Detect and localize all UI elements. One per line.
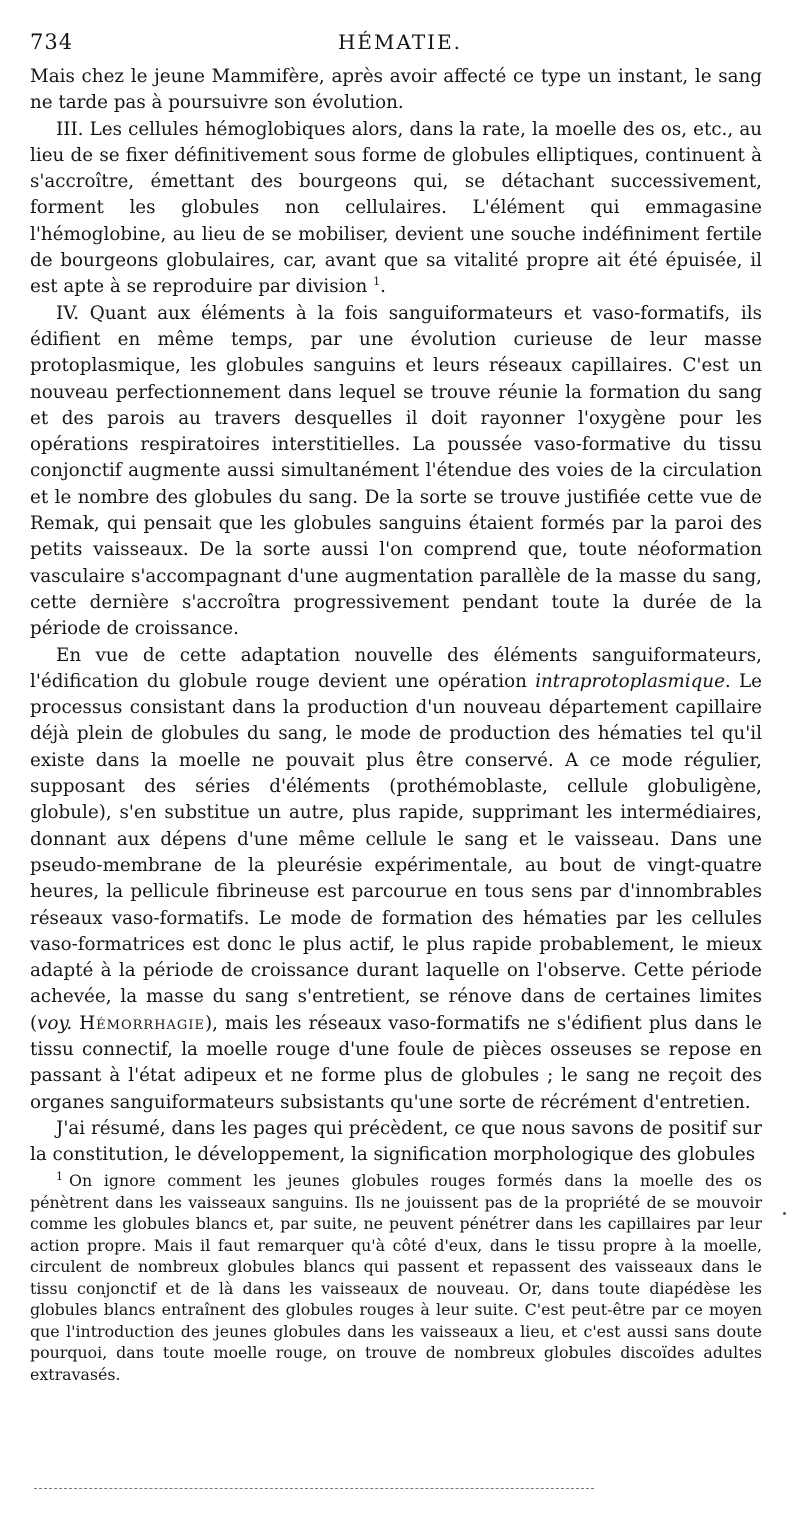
paragraph-3	[30, 301, 762, 643]
footnote-reference: 1	[373, 275, 381, 289]
running-title: HÉMATIE.	[337, 30, 463, 54]
cross-reference-hemorrhagie: Hémorrhagie	[79, 1012, 205, 1034]
paragraph-1	[30, 64, 762, 117]
paragraph-4	[30, 643, 762, 1116]
cross-reference-voy: voy.	[37, 1012, 73, 1034]
print-speck	[783, 1212, 786, 1215]
paragraph-5	[30, 1116, 762, 1169]
bottom-dotted-rule	[34, 1488, 594, 1489]
footnote-text: On ignore comment les jeunes globules rouges formés dans la moelle des os pénètrent dans les vaisseaux sanguins. Ils ne jouissent pas de la propriété de se mouvoir comme les globules blancs et, par suite, ne peuvent pénétrer dans les capillaires par leur action propre. Mais il faut remarquer qu'à côté d'eux, dans le tissu propre à la moelle, circulent de nombreux globules blancs qui passent et repassent des vaisseaux dans le tissu conjonctif et de là dans les vaisseaux de nouveau. Or, dans toute diapédèse les globules blancs entraînent des globules rouges à leur suite. C'est peut-être par ce moyen que l'introduction des jeunes globules dans les vaisseaux a lieu, et c'est aussi sans doute pourquoi, dans toute moelle rouge, on trouve de nombreux globules discoïdes adultes extravasés.	[30, 1171, 762, 1384]
body-text	[30, 64, 762, 1168]
paragraph-4-text-b: . Le processus consistant dans la production d'un nouveau département capillaire déjà plein de globules du sang, le mode de production des hématies tel qu'il existe dans la moelle ne pouvait plus être conservé. A ce mode régulier, supposant des séries d'éléments (prothémoblaste, cellule globuligène, globule), s'en substitue un autre, plus rapide, supprimant les intermédiaires, donnant aux dépens d'une même cellule le sang et le vaisseau. Dans une pseudo-membrane de la pleurésie expérimentale, au bout de vingt-quatre heures, la pellicule fibrineuse est parcourue en tous sens par d'innombrables réseaux vaso-formatifs. Le mode de formation des hématies par les cellules vaso-formatrices est donc le plus actif, le plus rapide probablement, le mieux adapté à la période de croissance durant laquelle on l'observe. Cette période achevée, la masse du sang s'entretient, se rénove dans de certaines limites (	[30, 670, 763, 1034]
paragraph-2-text: III. Les cellules hémoglobiques alors, dans la rate, la moelle des os, etc., au lieu de se fixer définitivement sous forme de globules elliptiques, continuent à s'accroître, émettant des bourgeons qui, se détachant successivement, forment les globules non cellulaires. L'élément qui emmagasine l'hémoglobine, au lieu de se mobiliser, devient une souche indéfiniment fertile de bourgeons globulaires, car, avant que sa vitalité propre ait été épuisée, il est apte à se reproduire par division	[30, 118, 762, 298]
footnote-1	[30, 1170, 762, 1385]
paragraph-4-text-c: ), mais les réseaux vaso-formatifs ne s'édifient plus dans le tissu connectif, la moelle rouge d'une foule de pièces osseuses se repose en passant à l'état adipeux et ne forme plus de globules ; le sang ne reçoit des organes sanguiformateurs subsistants qu'une sorte de récrément d'entretien.	[30, 1012, 762, 1113]
page-number: 734	[30, 30, 74, 54]
paragraph-3-text: IV. Quant aux éléments à la fois sanguiformateurs et vaso-formatifs, ils édifient en même temps, par une évolution curieuse de leur masse protoplasmique, les globules sanguins et leurs réseaux capillaires. C'est un nouveau perfectionnement dans lequel se trouve réunie la formation du sang et des parois au travers desquelles il doit rayonner l'oxygène pour les opérations respiratoires interstitielles. La poussée vaso-formative du tissu conjonctif augmente aussi simultanément l'étendue des voies de la circulation et le nombre des globules du sang. De la sorte se trouve justifiée cette vue de Remak, qui pensait que les globules sanguins étaient formés par la paroi des petits vaisseaux. De la sorte aussi l'on comprend que, toute néoformation vasculaire s'accompagnant d'une augmentation parallèle de la masse du sang, cette dernière s'accroîtra progressivement pendant toute la durée de la période de croissance.	[30, 302, 762, 640]
footnote-mark: 1	[56, 1169, 63, 1183]
paragraph-1-text: Mais chez le jeune Mammifère, après avoir affecté ce type un instant, le sang ne tarde pas à poursuivre son évolution.	[30, 66, 762, 114]
italic-term: intraprotoplasmique	[535, 670, 725, 692]
page-header	[30, 30, 770, 56]
footnotes	[30, 1170, 762, 1385]
paragraph-4-text-a: En vue de cette adaptation nouvelle des éléments sanguiformateurs, l'édification du globule rouge devient une opération	[30, 644, 762, 692]
paragraph-2: III. Les cellules hémoglobiques alors, dans la rate, la moelle des os, etc., au lieu de se fixer définitivement sous forme de globules elliptiques, continuent à s'accroître, émettant des bourgeons qui, se détachant successivement, forment les globules non cellulaires. L'élément qui emmagasine l'hémoglobine, au lieu de se mobiliser, devient une souche indéfiniment fertile de bourgeons globulaires, car, avant que sa vitalité propre ait été épuisée, il est apte à se reproduire par division $^1$.	[30, 118, 762, 298]
paragraph-5-text: J'ai résumé, dans les pages qui précèdent, ce que nous savons de positif sur la constitution, le développement, la signification morphologique des globules	[30, 1117, 762, 1166]
